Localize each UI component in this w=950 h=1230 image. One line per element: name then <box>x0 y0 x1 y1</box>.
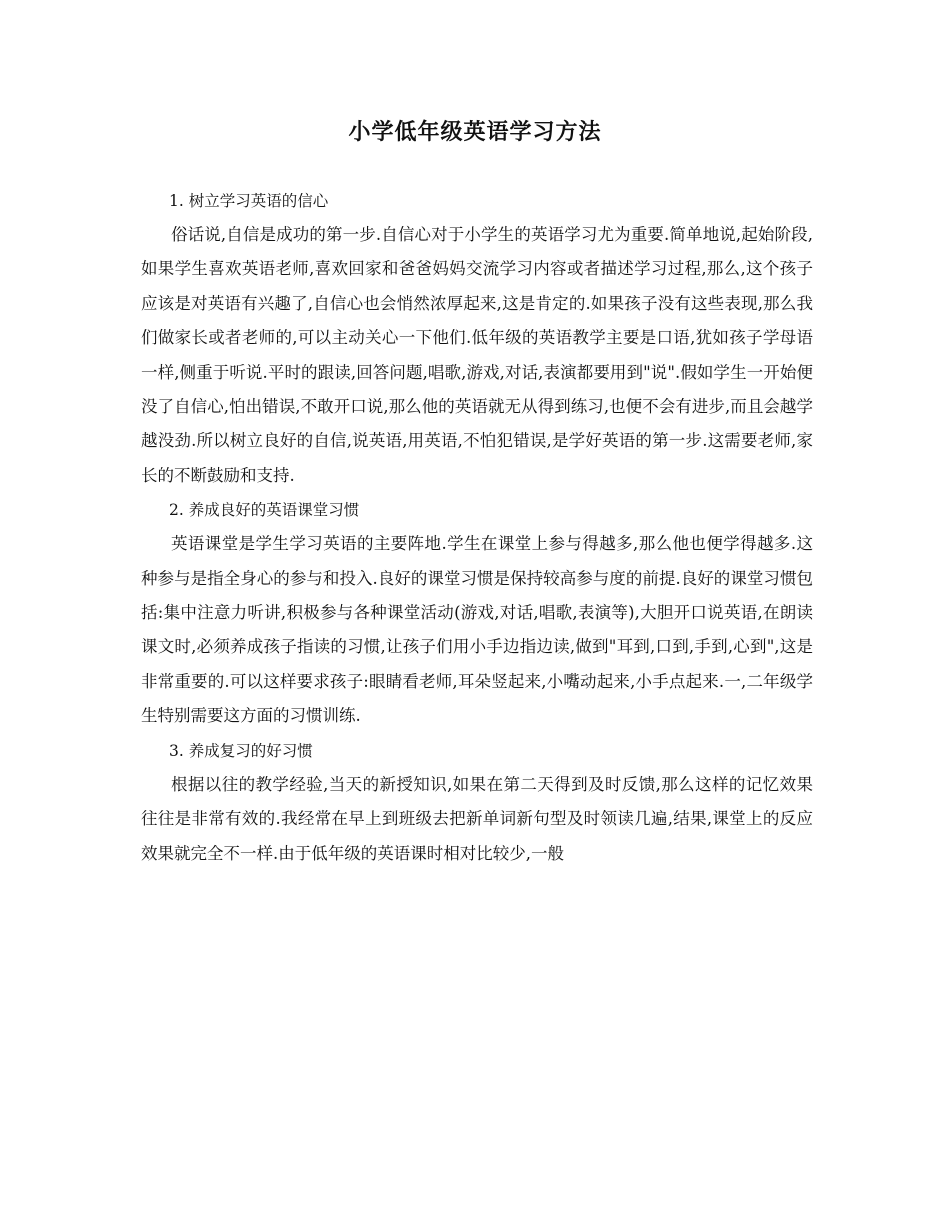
document-title: 小学低年级英语学习方法 <box>348 120 602 145</box>
section-paragraph-1: 俗话说,自信是成功的第一步.自信心对于小学生的英语学习尤为重要.简单地说,起始阶段,如果学生喜欢英语老师,喜欢回家和爸爸妈妈交流学习内容或者描述学习过程,那么,这个孩子应该是对英语有兴趣了,自信心也会悄然浓厚起来,这是肯定的.如果孩子没有这些表现,那么我们做家长或者老师的,可以主动关心一下他们.低年级的英语教学主要是口语,犹如孩子学母语一样,侧重于听说.平时的跟读,回答问题,唱歌,游戏,对话,表演都要用到"说".假如学生一开始便没了自信心,怕出错误,不敢开口说,那么他的英语就无从得到练习,也便不会有进步,而且会越学越没劲.所以树立良好的自信,说英语,用英语,不怕犯错误,是学好英语的第一步.这需要老师,家长的不断鼓励和支持. <box>141 225 813 485</box>
section-heading-3: 3. 养成复习的好习惯 <box>169 741 313 760</box>
section-heading-1: 1. 树立学习英语的信心 <box>169 192 329 210</box>
section-heading-2: 2. 养成良好的英语课堂习惯 <box>169 501 360 520</box>
section-paragraph-2: 英语课堂是学生学习英语的主要阵地.学生在课堂上参与得越多,那么他也便学得越多.这种参与是指全身心的参与和投入.良好的课堂习惯是保持较高参与度的前提.良好的课堂习惯包括:集中注意力听讲,积极参与各种课堂活动(游戏,对话,唱歌,表演等),大胆开口说英语,在朗读课文时,必须养成孩子指读的习惯,让孩子们用小手边指边读,做到"耳到,口到,手到,心到",这是非常重要的.可以这样要求孩子:眼睛看老师,耳朵竖起来,小嘴动起来,小手点起来.一,二年级学生特别需要这方面的习惯训练. <box>141 534 813 726</box>
document-body <box>141 184 813 871</box>
section-paragraph-3: 根据以往的教学经验,当天的新授知识,如果在第二天得到及时反馈,那么这样的记忆效果往往是非常有效的.我经常在早上到班级去把新单词新句型及时领读几遍,结果,课堂上的反应效果就完全不一样.由于低年级的英语课时相对比较少,一般 <box>141 774 813 863</box>
